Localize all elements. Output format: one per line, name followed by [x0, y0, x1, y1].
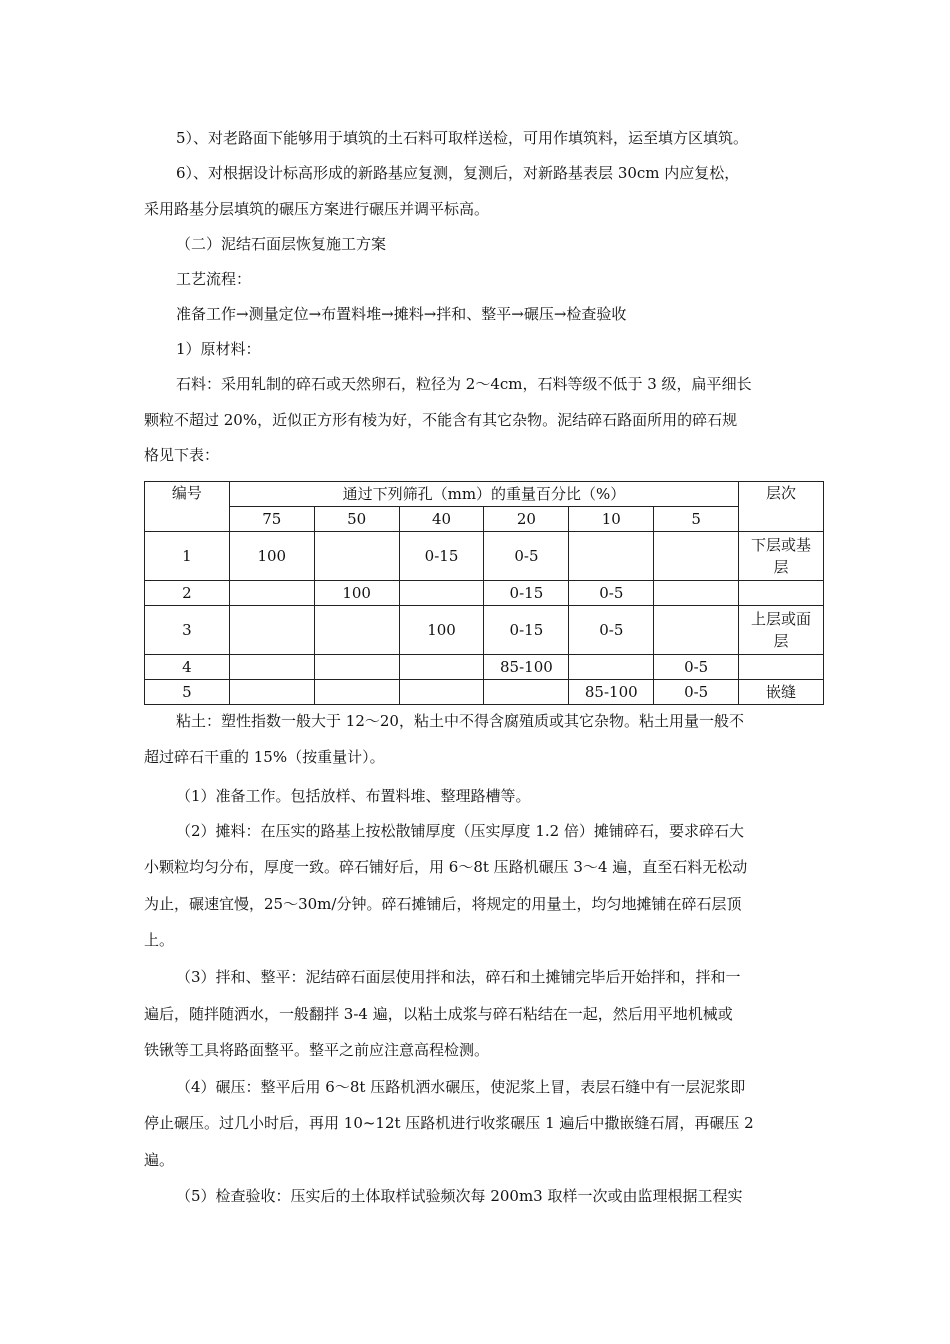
table-cell: 85-100	[484, 655, 569, 680]
table-cell	[229, 581, 314, 606]
layer-cell	[739, 655, 824, 680]
row-id: 3	[145, 606, 230, 655]
table-cell: 100	[399, 606, 484, 655]
header-layer: 层次	[739, 482, 824, 532]
table-cell	[314, 655, 399, 680]
paragraph-line: 停止碾压。过几小时后，再用 10~12t 压路机进行收浆碾压 1 遍后中撒嵌缝石屑，再碾压 2	[144, 1114, 754, 1132]
table-cell	[569, 532, 654, 581]
process-flow: 准备工作→测量定位→布置料堆→摊料→拌和、整平→碾压→检查验收	[176, 305, 627, 323]
row-id: 4	[145, 655, 230, 680]
row-id: 5	[145, 680, 230, 705]
paragraph-line: 1）原材料：	[176, 340, 261, 358]
section-heading: （二）泥结石面层恢复施工方案	[176, 235, 387, 253]
table-cell	[229, 655, 314, 680]
paragraph-line: 5）、对老路面下能够用于填筑的土石料可取样送检，可用作填筑料，运至填方区填筑。	[176, 129, 749, 147]
table-cell	[314, 532, 399, 581]
paragraph-line: 格见下表：	[144, 446, 220, 464]
table-cell	[399, 680, 484, 705]
paragraph-line: （2）摊料：在压实的路基上按松散铺厚度（压实厚度 1.2 倍）摊铺碎石，要求碎石大	[176, 822, 744, 840]
gradation-table	[144, 481, 824, 705]
sieve-size: 10	[569, 507, 654, 532]
table-cell	[654, 532, 739, 581]
layer-text: 下层或基	[751, 536, 812, 554]
layer-text: 层	[773, 632, 789, 650]
sieve-size: 5	[654, 507, 739, 532]
table-cell: 100	[314, 581, 399, 606]
table-cell: 0-15	[484, 606, 569, 655]
paragraph-line: 铁锹等工具将路面整平。整平之前应注意高程检测。	[144, 1041, 490, 1059]
row-id: 1	[145, 532, 230, 581]
layer-cell	[739, 606, 824, 655]
sieve-size: 20	[484, 507, 569, 532]
table-cell: 85-100	[569, 680, 654, 705]
table-cell	[229, 606, 314, 655]
layer-text: 上层或面	[751, 610, 812, 628]
paragraph-line: （4）碾压：整平后用 6～8t 压路机洒水碾压，使泥浆上冒，表层石缝中有一层泥浆即	[176, 1078, 746, 1096]
table-cell	[654, 581, 739, 606]
table-cell	[569, 655, 654, 680]
paragraph-line: 粘土：塑性指数一般大于 12～20，粘土中不得含腐殖质或其它杂物。粘土用量一般不	[176, 712, 744, 730]
paragraph-line: 遍。	[144, 1151, 175, 1169]
sieve-size: 40	[399, 507, 484, 532]
row-id: 2	[145, 581, 230, 606]
header-pass: 通过下列筛孔（mm）的重量百分比（%）	[229, 482, 738, 507]
table-cell	[399, 655, 484, 680]
paragraph-line: 小颗粒均匀分布，厚度一致。碎石铺好后，用 6～8t 压路机碾压 3～4 遍，直至石料无松动	[144, 858, 748, 876]
header-id: 编号	[145, 482, 230, 532]
layer-text: 层	[773, 558, 789, 576]
table-cell	[314, 680, 399, 705]
paragraph-line: 超过碎石干重的 15%（按重量计）。	[144, 748, 385, 766]
table-cell	[399, 581, 484, 606]
sieve-size: 75	[229, 507, 314, 532]
table-cell: 0-5	[654, 655, 739, 680]
layer-cell	[739, 581, 824, 606]
paragraph-line: 上。	[144, 931, 175, 949]
table-cell: 0-5	[569, 581, 654, 606]
table-cell: 0-15	[484, 581, 569, 606]
layer-cell	[739, 532, 824, 581]
table-row	[145, 532, 824, 581]
table-cell: 0-5	[569, 606, 654, 655]
paragraph-line: 6）、对根据设计标高形成的新路基应复测，复测后，对新路基表层 30cm 内应复松，	[176, 164, 740, 182]
paragraph-line: （1）准备工作。包括放样、布置料堆、整理路槽等。	[176, 787, 531, 805]
paragraph-line: 工艺流程：	[176, 270, 252, 288]
table-cell	[654, 606, 739, 655]
table-row	[145, 655, 824, 680]
table-subheader-row	[145, 507, 824, 532]
table-cell	[229, 680, 314, 705]
table-cell	[314, 606, 399, 655]
table-cell: 0-5	[654, 680, 739, 705]
paragraph-line: 石料：采用轧制的碎石或天然卵石，粒径为 2～4cm，石料等级不低于 3 级，扁平细长	[176, 375, 752, 393]
table-cell: 0-15	[399, 532, 484, 581]
paragraph-line: （3）拌和、整平：泥结碎石面层使用拌和法，碎石和土摊铺完毕后开始拌和，拌和一	[176, 968, 741, 986]
table-cell: 100	[229, 532, 314, 581]
table-row	[145, 680, 824, 705]
table-row	[145, 581, 824, 606]
layer-cell: 嵌缝	[739, 680, 824, 705]
table-row	[145, 606, 824, 655]
paragraph-line: 采用路基分层填筑的碾压方案进行碾压并调平标高。	[144, 200, 490, 218]
sieve-size: 50	[314, 507, 399, 532]
paragraph-line: 为止，碾速宜慢，25～30m/分钟。碎石摊铺后，将规定的用量土，均匀地摊铺在碎石层顶	[144, 895, 742, 913]
table-cell: 0-5	[484, 532, 569, 581]
table-cell	[484, 680, 569, 705]
table-header-row	[145, 482, 824, 507]
paragraph-line: 颗粒不超过 20%，近似正方形有棱为好，不能含有其它杂物。泥结碎石路面所用的碎石规	[144, 411, 738, 429]
paragraph-line: 遍后，随拌随洒水，一般翻拌 3-4 遍，以粘土成浆与碎石粘结在一起，然后用平地机械或	[144, 1005, 733, 1023]
paragraph-line: （5）检查验收：压实后的土体取样试验频次每 200m3 取样一次或由监理根据工程实	[176, 1187, 743, 1205]
